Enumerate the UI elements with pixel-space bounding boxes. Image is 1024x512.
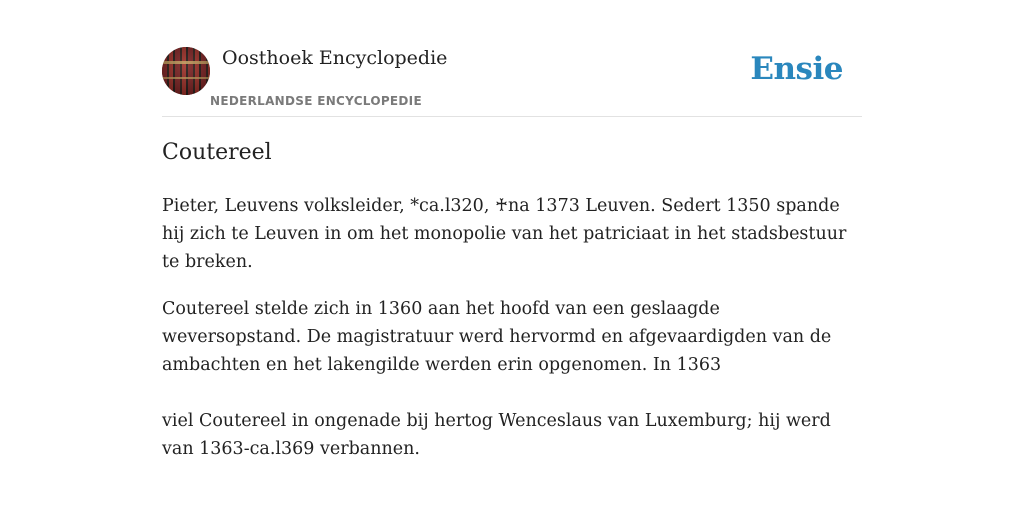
article-paragraph: Coutereel stelde zich in 1360 aan het hoofd van een geslaagde weversopstand. De magistratuur werd hervormd en afgevaardigden van de ambachten en het lakengilde werden erin opgenomen. In 1363	[162, 299, 832, 375]
article-paragraph: Pieter, Leuvens volksleider, *ca.l320, ♰na 1373 Leuven. Sedert 1350 spande hij zich te Leuven in om het monopolie van het patriciaat in het stadsbestuur te breken.	[162, 196, 847, 272]
site-logo-avatar[interactable]	[162, 47, 210, 95]
article-paragraph: viel Coutereel in ongenade bij hertog Wenceslaus van Luxemburg; hij werd van 1363-ca.l369 verbannen.	[162, 411, 831, 459]
article-body	[162, 192, 862, 463]
site-subtitle: NEDERLANDSE ENCYCLOPEDIE	[210, 94, 422, 108]
site-title[interactable]: Oosthoek Encyclopedie	[222, 47, 448, 69]
article-title: Coutereel	[162, 140, 272, 165]
brand-logo[interactable]: Ensie	[750, 51, 843, 87]
site-header	[162, 46, 862, 117]
